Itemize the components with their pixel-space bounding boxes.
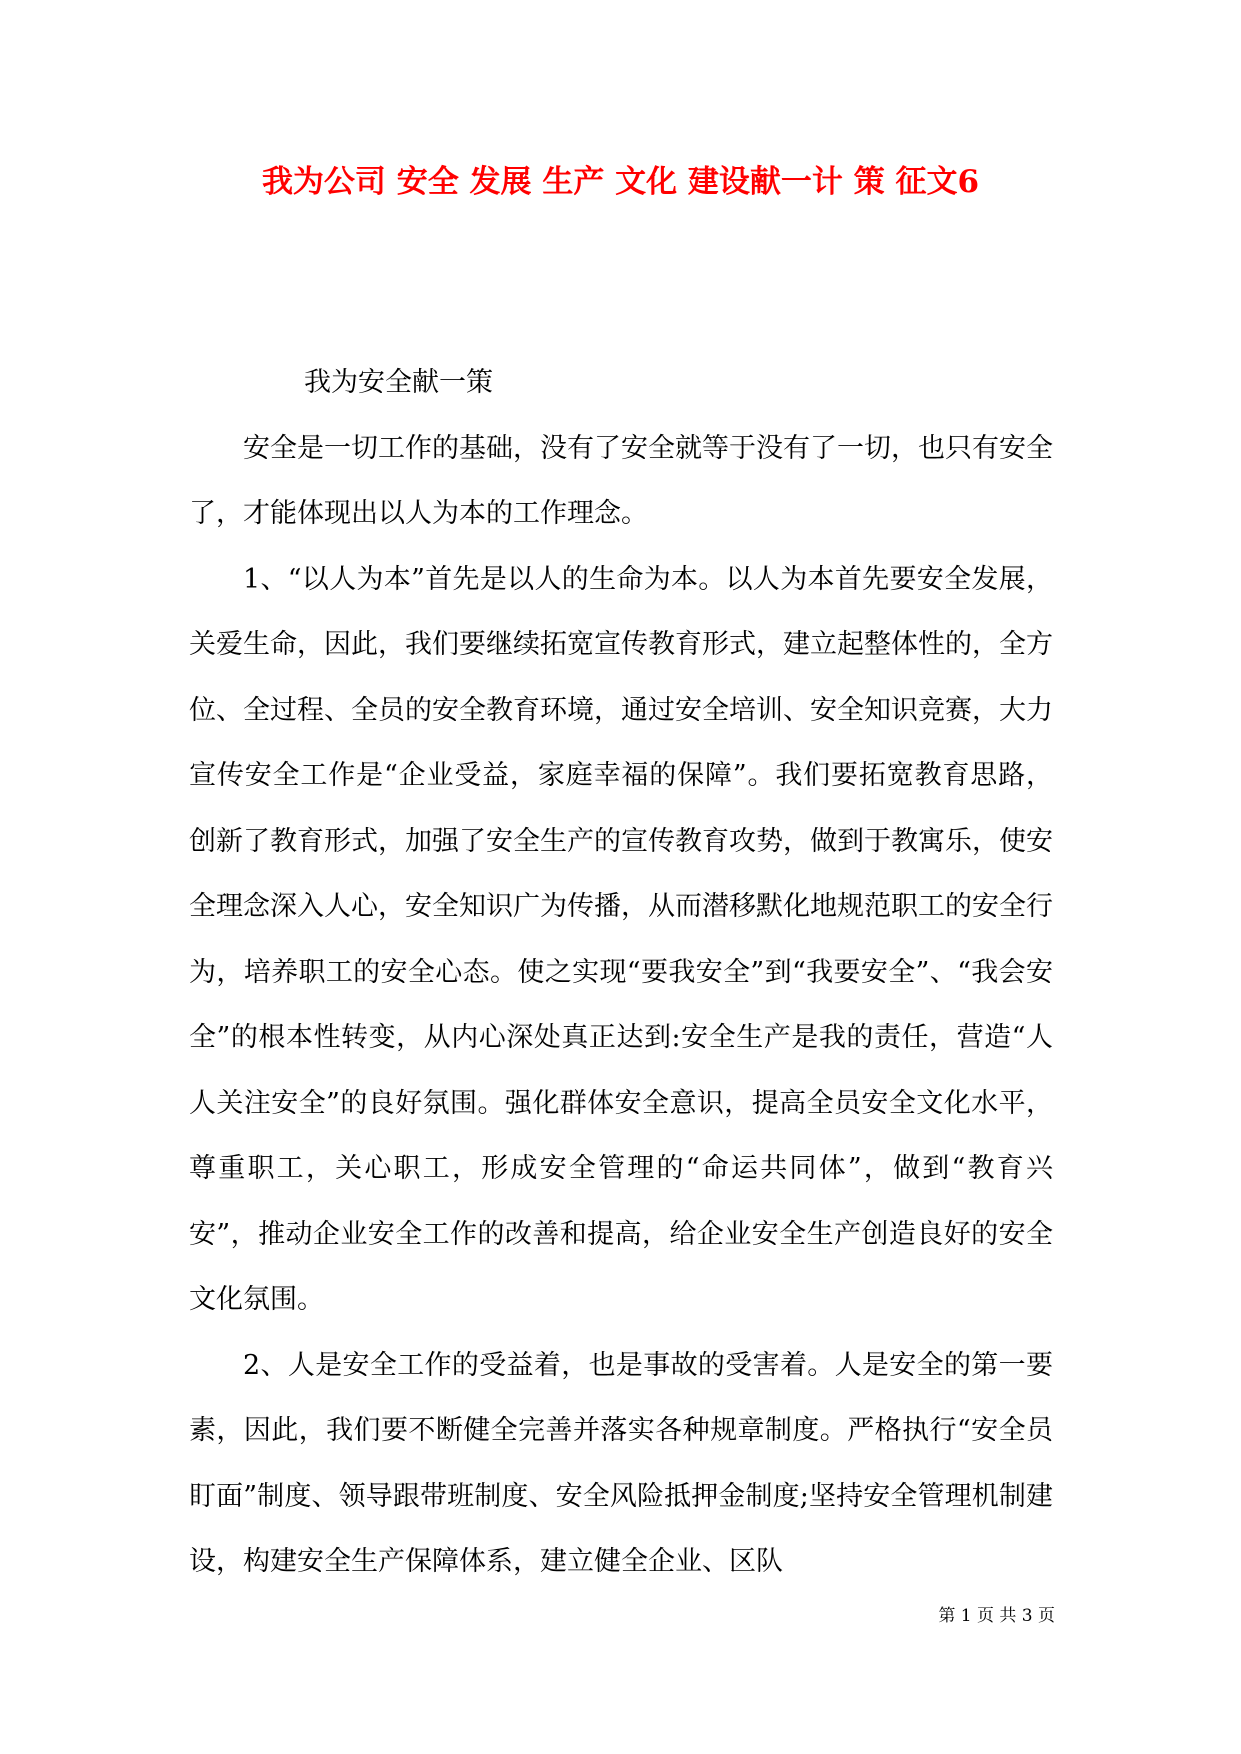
paragraph: 1、“以人为本”首先是以人的生命为本。以人为本首先要安全发展，关爱生命，因此，我们要继续拓宽宣传教育形式，建立起整体性的，全方位、全过程、全员的安全教育环境，通过安全培训、安全知识竞赛，大力宣传安全工作是“企业受益，家庭幸福的保障”。我们要拓宽教育思路，创新了教育形式，加强了安全生产的宣传教育攻势，做到于教寓乐，使安全理念深入人心，安全知识广为传播，从而潜移默化地规范职工的安全行为，培养职工的安全心态。使之实现“要我安全”到“我要安全”、“我会安全”的根本性转变，从内心深处真正达到:安全生产是我的责任，营造“人人关注安全”的良好氛围。强化群体安全意识，提高全员安全文化水平，尊重职工，关心职工，形成安全管理的“命运共同体”，做到“教育兴安”，推动企业安全工作的改善和提高，给企业安全生产创造良好的安全文化氛围。 [189,563,1053,1315]
paragraph: 2、人是安全工作的受益着，也是事故的受害着。人是安全的第一要素，因此，我们要不断健全完善并落实各种规章制度。严格执行“安全员盯面”制度、领导跟带班制度、安全风险抵押金制度;坚持安全管理机制建设，构建安全生产保障体系，建立健全企业、区队 [189,1349,1053,1577]
paragraph: 安全是一切工作的基础，没有了安全就等于没有了一切，也只有安全了，才能体现出以人为本的工作理念。 [189,432,1053,529]
document-subtitle: 我为安全献一策 [304,367,493,398]
document-body [189,350,1053,1595]
page-number-footer: 第 1 页 共 3 页 [938,1606,1055,1626]
document-title: 我为公司 安全 发展 生产 文化 建设献一计 策 征文6 [261,164,980,200]
